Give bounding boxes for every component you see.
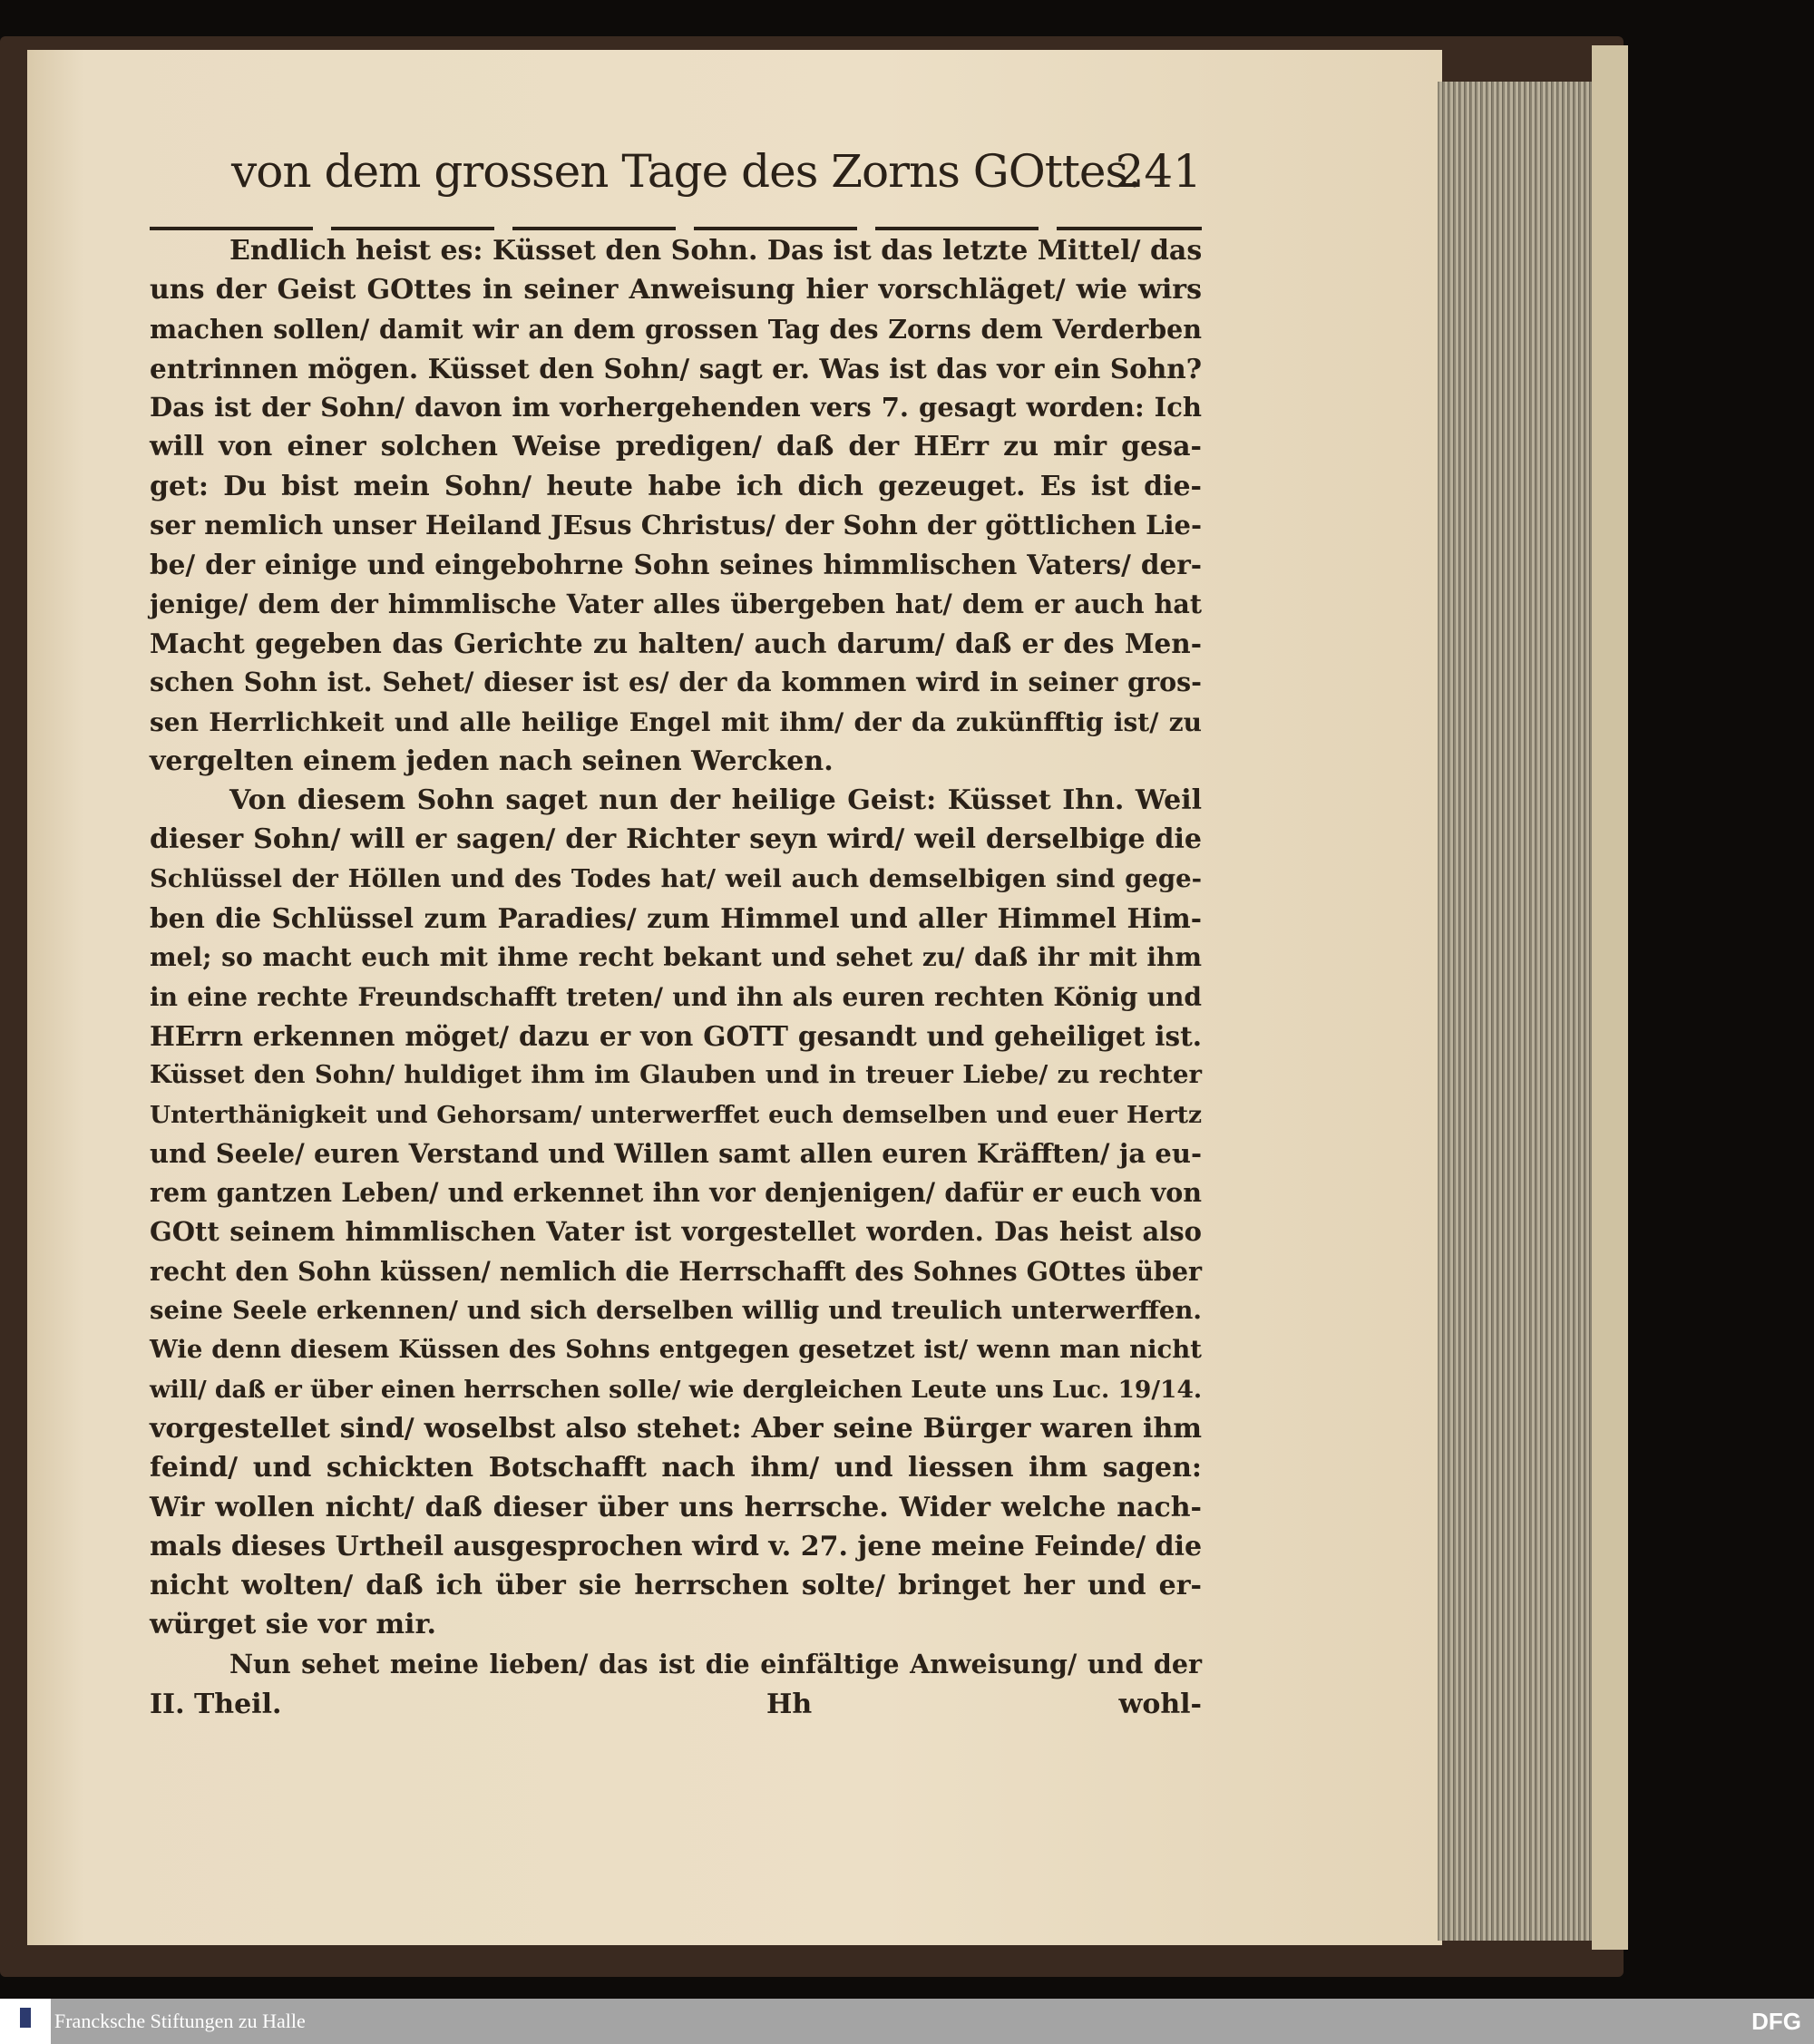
text-line: GOtt seinem himmlischen Vater ist vorgestellet worden. Das heist also [150,1216,1202,1248]
text-line: will/ daß er über einen herrschen solle/ wie dergleichen Leute uns Luc. 19/14. [150,1375,1203,1404]
text-line: Wir wollen nicht/ daß dieser über uns herrsche. Wider welche nach- [150,1491,1202,1523]
text-line: Macht gegeben das Gerichte zu halten/ auch darum/ daß er des Men- [150,627,1202,659]
header-rule [150,227,1202,230]
text-line: Wie denn diesem Küssen des Sohns entgegen gesetzet ist/ wenn man nicht [150,1335,1202,1365]
page-edges [1438,82,1614,1941]
text-line: mel; so macht euch mit ihme recht bekant und sehet zu/ daß ihr mit ihm [150,942,1202,973]
institution-name[interactable]: Francksche Stiftungen zu Halle [54,2010,306,2032]
text-line: rem gantzen Leben/ und erkennet ihn vor denjenigen/ dafür er euch von [150,1177,1202,1209]
text-line: mals dieses Urtheil ausgesprochen wird v. 27. jene meine Feinde/ die [150,1530,1203,1562]
text-line: recht den Sohn küssen/ nemlich die Herrschafft des Sohnes GOttes über [150,1255,1202,1287]
text-line: entrinnen mögen. Küsset den Sohn/ sagt er. Was ist das vor ein Sohn? [150,352,1202,384]
text-line: würget sie vor mir. [150,1609,436,1641]
text-line: schen Sohn ist. Sehet/ dieser ist es/ der da kommen wird in seiner gros- [150,667,1202,698]
gathering-mark: Hh [766,1689,813,1720]
text-line: Von diesem Sohn saget nun der heilige Geist: Küsset Ihn. Weil [229,784,1202,817]
text-line: uns der Geist GOttes in seiner Anweisung hier vorschläget/ wie wirs [150,274,1202,307]
running-title: von dem grossen Tage des Zorns GOttes. [231,145,1142,198]
book-cover-edge [1592,45,1628,1950]
viewer-bar [0,1999,1814,2044]
dfg-logo[interactable]: DFG [1751,2008,1801,2035]
text-line: vergelten einem jeden nach seinen Wercken. [150,745,834,777]
text-line: will von einer solchen Weise predigen/ daß der HErr zu mir gesa- [150,431,1202,463]
text-line: sen Herrlichkeit und alle heilige Engel mit ihm/ der da zukünfftig ist/ zu [150,706,1202,737]
text-line: nicht wolten/ daß ich über sie herrschen solte/ bringet her und er- [150,1570,1202,1602]
institution-logo[interactable] [0,1999,51,2044]
text-line: jenige/ dem der himmlische Vater alles übergeben hat/ dem er auch hat [150,588,1202,619]
text-line: Unterthänigkeit und Gehorsam/ unterwerffet euch demselben und euer Hertz [150,1100,1202,1129]
text-line: Das ist der Sohn/ davon im vorhergehenden vers 7. gesagt worden: Ich [150,392,1202,423]
page-number: 241 [1115,145,1202,198]
signature-mark: II. Theil. [150,1689,282,1720]
text-line: ben die Schlüssel zum Paradies/ zum Himmel und aller Himmel Him- [150,902,1202,935]
catchword: wohl- [1118,1689,1202,1720]
text-line: vorgestellet sind/ woselbst also stehet: Aber seine Bürger waren ihm [150,1412,1202,1445]
text-line: machen sollen/ damit wir an dem grossen Tag des Zorns dem Verderben [150,313,1202,345]
text-line: get: Du bist mein Sohn/ heute habe ich dich gezeuget. Es ist die- [150,470,1202,502]
text-line: Endlich heist es: Küsset den Sohn. Das ist das letzte Mittel/ das [229,235,1203,267]
text-line: und Seele/ euren Verstand und Willen samt allen euren Kräfften/ ja eu- [150,1137,1202,1169]
text-line: Nun sehet meine lieben/ das ist die einfältige Anweisung/ und der [229,1648,1202,1679]
body-text [150,231,1202,1684]
text-line: ser nemlich unser Heiland JEsus Christus/ der Sohn der göttlichen Lie- [150,510,1202,541]
text-line: Schlüssel der Höllen und des Todes hat/ weil auch demselbigen sind gege- [150,863,1202,893]
text-line: HErrn erkennen möget/ dazu er von GOTT gesandt und geheiliget ist. [150,1019,1202,1052]
text-line: in eine rechte Freundschafft treten/ und ihn als euren rechten König und [150,981,1202,1012]
text-line: feind/ und schickten Botschafft nach ihm/ und liessen ihm sagen: [150,1452,1202,1484]
text-line: seine Seele erkennen/ und sich derselben willig und treulich unterwerffen. [150,1296,1202,1326]
text-line: Küsset den Sohn/ huldiget ihm im Glauben und in treuer Liebe/ zu rechter [150,1060,1202,1090]
text-line: be/ der einige und eingebohrne Sohn seines himmlischen Vaters/ der- [150,549,1202,581]
text-line: dieser Sohn/ will er sagen/ der Richter seyn wird/ weil derselbige die [150,823,1202,856]
page-header [231,145,1202,209]
page-footer [150,1689,1202,1728]
